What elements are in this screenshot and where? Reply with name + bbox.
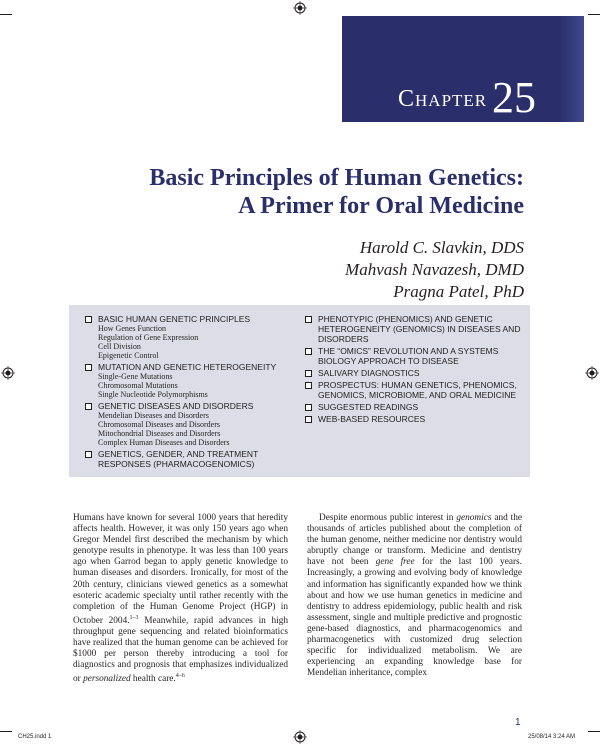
chapter-label-rest: HAPTER	[415, 91, 488, 110]
outline-item-label: THE “OMICS” REVOLUTION AND A SYSTEMS BIOLOGY APPROACH TO DISEASE	[318, 346, 499, 366]
body-column-left	[73, 513, 288, 686]
outline-subitem: Mendelian Diseases and Disorders	[98, 411, 209, 420]
outline-item-label: GENETICS, GENDER, AND TREATMENT RESPONSES (PHARMACOGENOMICS)	[98, 449, 259, 469]
trim-mark-top-left	[0, 14, 12, 15]
checkbox-bullet-icon	[85, 316, 92, 323]
checkbox-bullet-icon	[305, 316, 312, 323]
outline-item-left-2	[85, 362, 307, 399]
outline-item-label: GENETIC DISEASES AND DISORDERS	[98, 401, 254, 411]
page-number: 1	[515, 717, 521, 728]
outline-subitem: Mitochondrial Diseases and Disorders	[98, 429, 221, 438]
trim-mark-top-right	[588, 14, 600, 15]
body-paragraph-right	[307, 513, 522, 679]
citation-superscript: 4–6	[175, 673, 185, 680]
checkbox-bullet-icon	[305, 404, 312, 411]
outline-right-column	[305, 314, 523, 426]
checkbox-bullet-icon	[85, 364, 92, 371]
citation-superscript: 1–3	[129, 614, 139, 621]
chapter-title-line-1: Basic Principles of Human Genetics:	[149, 165, 524, 191]
checkbox-bullet-icon	[85, 451, 92, 458]
outline-item-label: BASIC HUMAN GENETIC PRINCIPLES	[98, 314, 251, 324]
chapter-label-initial: C	[398, 86, 416, 112]
checkbox-bullet-icon	[305, 348, 312, 355]
outline-item-label: SALIVARY DIAGNOSTICS	[318, 368, 420, 378]
registration-mark-right-icon	[585, 366, 599, 380]
body-column-right	[307, 513, 522, 679]
outline-subitem: Epigenetic Control	[98, 351, 159, 360]
trim-mark-bottom-right	[588, 731, 600, 732]
checkbox-bullet-icon	[305, 370, 312, 377]
chapter-title-line-2: A Primer for Oral Medicine	[238, 193, 524, 219]
outline-item-right-2	[305, 346, 523, 366]
outline-subitem: Complex Human Diseases and Disorders	[98, 438, 230, 447]
banner-gradient-edge	[560, 16, 584, 122]
chapter-number: 25	[492, 73, 536, 122]
author-2: Mahvash Navazesh, DMD	[345, 260, 524, 279]
trim-mark-bottom-left	[0, 731, 12, 732]
outline-item-right-3	[305, 368, 523, 378]
body-text-italic: gene free	[375, 557, 415, 568]
chapter-outline-box	[69, 305, 530, 477]
body-text: Humans have known for several 1000 years that heredity affects health. However, it was only 150 years ago when Gregor Mendel first described the mechanism by which genotype results in phenotype. It was less than 100 years ago when Garrod began to apply genetic knowledge to human diseases and disorders. Ironically, for most of the 20th century, clinicians viewed genetics as a somewhat esoteric academic specialty until rather recently with the completion of the Human Genome Project (HGP) in October 2004.	[73, 513, 288, 626]
checkbox-bullet-icon	[305, 382, 312, 389]
body-text: health care.	[130, 674, 176, 685]
author-3: Pragna Patel, PhD	[393, 282, 524, 301]
outline-subitem: Single-Gene Mutations	[98, 372, 173, 381]
outline-item-label: SUGGESTED READINGS	[318, 402, 419, 412]
body-text: Meanwhile, rapid advances in high throughput gene sequencing and related bioinformatics have realized that the human genome can be achieved for $1000 per person thereby introducing a tool for diagnostics and prognosis that emphasizes individualized or	[73, 615, 289, 685]
chapter-banner	[342, 16, 584, 122]
body-text-italic: personalized	[83, 674, 131, 685]
outline-item-left-3	[85, 401, 307, 447]
outline-item-right-4	[305, 380, 523, 400]
slug-timestamp: 25/08/14 3:24 AM	[528, 734, 576, 740]
slug-filename: CH25.indd 1	[18, 734, 52, 740]
outline-subitem: How Genes Function	[98, 324, 166, 333]
outline-item-left-1	[85, 314, 307, 360]
outline-subitem: Chromosomal Mutations	[98, 381, 178, 390]
body-text-italic: genomics	[456, 513, 492, 523]
outline-item-right-1	[305, 314, 523, 344]
author-1: Harold C. Slavkin, DDS	[359, 238, 524, 257]
body-text: Despite enormous public interest in	[319, 513, 457, 523]
outline-item-label: WEB-BASED RESOURCES	[318, 414, 426, 424]
outline-item-label: PHENOTYPIC (PHENOMICS) AND GENETIC HETEROGENEITY (GENOMICS) IN DISEASES AND DISORDERS	[318, 314, 521, 344]
chapter-label	[398, 86, 487, 113]
registration-mark-bottom-icon	[293, 730, 307, 744]
checkbox-bullet-icon	[85, 403, 92, 410]
outline-subitem: Single Nucleotide Polymorphisms	[98, 390, 208, 399]
body-paragraph-left	[73, 513, 288, 686]
outline-item-label: MUTATION AND GENETIC HETEROGENEITY	[98, 362, 277, 372]
outline-subitem: Chromosomal Diseases and Disorders	[98, 420, 220, 429]
author-list	[345, 237, 524, 303]
registration-mark-left-icon	[1, 366, 15, 380]
outline-subitem: Regulation of Gene Expression	[98, 333, 199, 342]
outline-subitem: Cell Division	[98, 342, 141, 351]
body-text: for the last 100 years. Increasingly, a growing and evolving body of knowledge and information has significantly expanded how we think about and how we use human genetics in medicine and dentistry to address epidemiology, public health and risk assessment, single and multiple predictive and prognostic gene-based diagnostics, and pharmacogenomics and pharmacogenetics with customized drug selection specific for individualized metabolism. We are experiencing an expanding knowledge base for Mendelian inheritance, complex	[307, 557, 522, 679]
outline-item-label: PROSPECTUS: HUMAN GENETICS, PHENOMICS, GENOMICS, MICROBIOME, AND ORAL MEDICINE	[318, 380, 517, 400]
outline-item-left-4	[85, 449, 307, 469]
chapter-title	[149, 164, 524, 220]
outline-left-column	[85, 314, 307, 471]
outline-item-right-6	[305, 414, 523, 424]
registration-mark-top-icon	[293, 1, 307, 15]
checkbox-bullet-icon	[305, 416, 312, 423]
outline-item-right-5	[305, 402, 523, 412]
body-text: and the thousands of articles published about the completion of the human genome, neither medicine nor dentistry would abruptly change or transform. Medicine and dentistry have not been	[307, 513, 522, 568]
